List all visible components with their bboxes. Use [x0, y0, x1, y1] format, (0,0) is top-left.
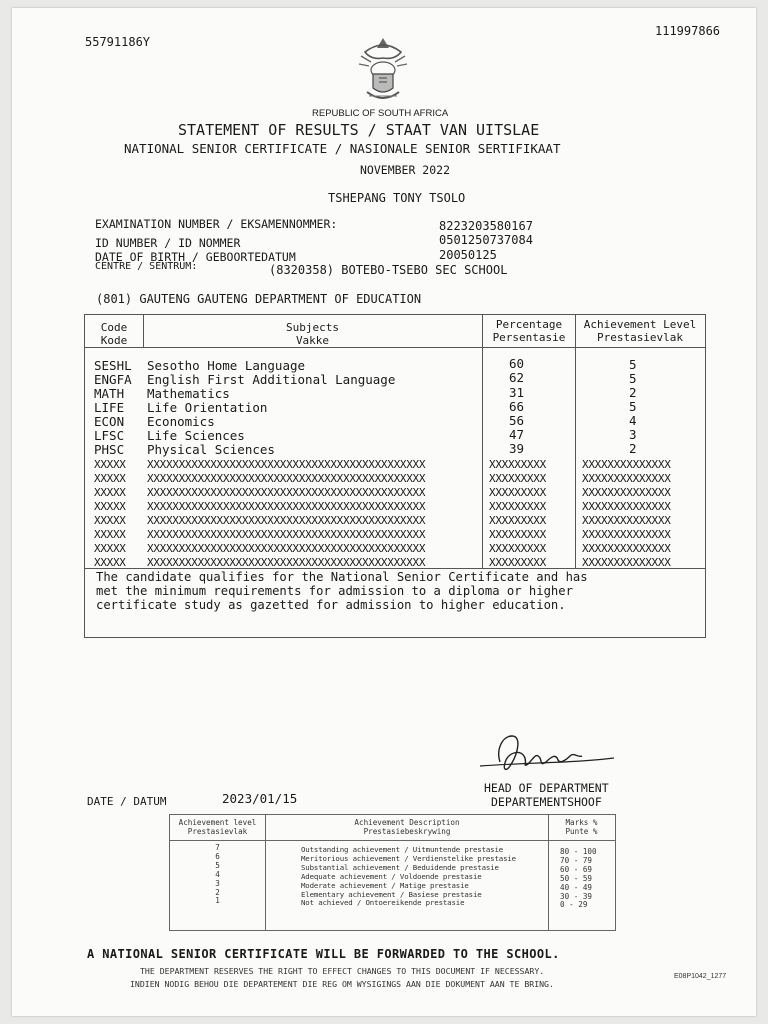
header-subjects-en: Subjects	[286, 321, 339, 334]
legend-description: Meritorious achievement / Verdienstelike prestasie	[301, 853, 516, 863]
table-row-percentage: 31	[509, 385, 525, 400]
filler-level: XXXXXXXXXXXXXX	[582, 472, 671, 485]
header-divider	[84, 347, 705, 348]
table-row-percentage: 66	[509, 399, 525, 414]
header-subjects	[143, 321, 482, 347]
serial-number-right: 111997866	[655, 24, 721, 38]
filler-level: XXXXXXXXXXXXXX	[582, 500, 671, 513]
legend-description: Outstanding achievement / Uitmuntende prestasie	[301, 845, 504, 854]
table-row-level: 5	[629, 371, 637, 386]
filler-level: XXXXXXXXXXXXXX	[582, 514, 671, 527]
table-row-level: 5	[629, 357, 637, 372]
filler-subject: XXXXXXXXXXXXXXXXXXXXXXXXXXXXXXXXXXXXXXXXXXXX	[147, 500, 426, 513]
table-row-code: SESHL	[94, 358, 132, 373]
table-row-subject: Sesotho Home Language	[147, 358, 306, 373]
filler-subject: XXXXXXXXXXXXXXXXXXXXXXXXXXXXXXXXXXXXXXXXXXXX	[147, 472, 426, 485]
filler-percentage: XXXXXXXXX	[489, 500, 546, 513]
table-row-percentage: 62	[509, 370, 525, 385]
header-percentage-en: Percentage	[495, 318, 563, 331]
table-row-code: PHSC	[94, 442, 125, 457]
table-row-level: 4	[629, 413, 637, 428]
legend-header-level-en: Achievement level	[178, 818, 257, 827]
candidate-name: TSHEPANG TONY TSOLO	[328, 191, 466, 205]
header-level-af: Prestasievlak	[596, 331, 684, 344]
filler-code: XXXXX	[94, 458, 126, 471]
table-row-subject: Economics	[147, 414, 215, 429]
filler-code: XXXXX	[94, 500, 126, 513]
legend-level: 3	[215, 878, 220, 888]
header-level-en: Achievement Level	[583, 318, 697, 331]
filler-percentage: XXXXXXXXX	[489, 472, 546, 485]
legend-marks: 30 - 39	[560, 891, 593, 901]
filler-code: XXXXX	[94, 528, 126, 541]
table-row-subject: Mathematics	[147, 386, 230, 401]
exam-number-label: EXAMINATION NUMBER / EKSAMENNOMMER:	[95, 217, 338, 231]
document-title: STATEMENT OF RESULTS / STAAT VAN UITSLAE	[178, 121, 540, 139]
filler-percentage: XXXXXXXXX	[489, 556, 546, 569]
legend-header-level-af: Prestasievlak	[187, 826, 248, 836]
id-number-value: 0501250737084	[439, 233, 533, 247]
header-percentage-af: Persentasie	[492, 331, 566, 344]
legend-marks: 70 - 79	[560, 855, 593, 865]
legend-level-column	[170, 844, 265, 906]
departementshoof-label: DEPARTEMENTSHOOF	[491, 795, 602, 809]
legend-description: Substantial achievement / Beduidende prestasie	[301, 862, 499, 872]
filler-level: XXXXXXXXXXXXXX	[582, 556, 671, 569]
reserve-rights-en: THE DEPARTMENT RESERVES THE RIGHT TO EFFECT CHANGES TO THIS DOCUMENT IF NECESSARY.	[140, 966, 545, 976]
table-row-code: LIFE	[94, 400, 125, 415]
legend-marks: 0 - 29	[560, 900, 588, 910]
filler-subject: XXXXXXXXXXXXXXXXXXXXXXXXXXXXXXXXXXXXXXXXXXXX	[147, 542, 426, 555]
department-name: (801) GAUTENG GAUTENG DEPARTMENT OF EDUCATION	[96, 292, 422, 306]
table-row-level: 5	[629, 399, 637, 414]
filler-percentage: XXXXXXXXX	[489, 514, 546, 527]
header-code-en: Code	[100, 321, 128, 334]
legend-description-column	[301, 846, 516, 908]
legend-header-description	[266, 819, 548, 837]
legend-description: Adequate achievement / Voldoende prestasie	[301, 871, 482, 881]
table-row-subject: Life Sciences	[147, 428, 245, 443]
table-row-code: ENGFA	[94, 372, 132, 387]
legend-level: 1	[215, 896, 220, 906]
dob-label: DATE OF BIRTH / GEBOORTEDATUM	[95, 250, 296, 264]
filler-percentage: XXXXXXXXX	[489, 542, 546, 555]
table-row-subject: English First Additional Language	[147, 372, 396, 387]
filler-code: XXXXX	[94, 486, 126, 499]
legend-marks: 60 - 69	[560, 864, 593, 874]
filler-code: XXXXX	[94, 514, 126, 527]
filler-subject: XXXXXXXXXXXXXXXXXXXXXXXXXXXXXXXXXXXXXXXXXXXX	[147, 486, 426, 499]
statement-line: The candidate qualifies for the National Senior Certificate and has	[96, 570, 588, 584]
filler-level: XXXXXXXXXXXXXX	[582, 458, 671, 471]
legend-marks: 80 - 100	[560, 847, 597, 856]
table-row-subject: Physical Sciences	[147, 442, 275, 457]
legend-header-marks	[549, 819, 614, 837]
issue-date: 2023/01/15	[222, 791, 298, 806]
filler-level: XXXXXXXXXXXXXX	[582, 528, 671, 541]
legend-level: 5	[215, 860, 220, 870]
filler-subject: XXXXXXXXXXXXXXXXXXXXXXXXXXXXXXXXXXXXXXXXXXXX	[147, 528, 426, 541]
table-row-code: LFSC	[94, 428, 125, 443]
filler-level: XXXXXXXXXXXXXX	[582, 486, 671, 499]
dob-value: 20050125	[439, 248, 497, 262]
legend-level: 4	[215, 869, 220, 879]
header-subjects-af: Vakke	[295, 334, 330, 347]
reserve-rights-af: INDIEN NODIG BEHOU DIE DEPARTEMENT DIE REG OM WYSIGINGS AAN DIE DOKUMENT AAN TE BRING.	[130, 979, 554, 989]
filler-percentage: XXXXXXXXX	[489, 458, 546, 471]
table-row-code: ECON	[94, 414, 125, 429]
subject-column-divider	[482, 314, 483, 569]
legend-description: Not achieved / Ontoereikende prestasie	[301, 898, 465, 908]
header-achievement-level	[576, 318, 704, 344]
statement-line: met the minimum requirements for admission to a diploma or higher	[96, 584, 573, 598]
legend-header-level	[170, 819, 265, 837]
coat-of-arms-icon	[355, 34, 411, 106]
filler-code: XXXXX	[94, 472, 126, 485]
serial-number-left: 55791186Y	[85, 35, 151, 49]
filler-level: XXXXXXXXXXXXXX	[582, 542, 671, 555]
signature-icon	[478, 730, 618, 776]
header-percentage	[483, 318, 575, 344]
legend-marks: 50 - 59	[560, 873, 593, 883]
filler-percentage: XXXXXXXXX	[489, 528, 546, 541]
certificate-forward-notice: A NATIONAL SENIOR CERTIFICATE WILL BE FORWARDED TO THE SCHOOL.	[87, 947, 560, 961]
table-row-code: MATH	[94, 386, 125, 401]
legend-marks: 40 - 49	[560, 882, 593, 892]
form-code: E08P1042_1277	[674, 973, 727, 980]
legend-level: 6	[215, 851, 220, 861]
filler-code: XXXXX	[94, 542, 126, 555]
exam-number-value: 8223203580167	[439, 219, 533, 233]
table-row-subject: Life Orientation	[147, 400, 268, 415]
legend-header-marks-en: Marks %	[565, 818, 598, 827]
filler-code: XXXXX	[94, 556, 126, 569]
centre-label: CENTRE / SENTRUM:	[95, 261, 198, 272]
statement-line: certificate study as gazetted for admission to higher education.	[96, 598, 566, 612]
table-row-percentage: 47	[509, 427, 525, 442]
legend-marks-column	[560, 848, 597, 910]
table-row-level: 2	[629, 441, 637, 456]
header-code	[96, 321, 132, 347]
legend-description: Elementary achievement / Basiese prestasie	[301, 889, 482, 899]
legend-header-marks-af: Punte %	[565, 826, 598, 836]
exam-session: NOVEMBER 2022	[360, 163, 451, 177]
table-row-level: 2	[629, 385, 637, 400]
id-number-label: ID NUMBER / ID NOMMER	[95, 236, 241, 250]
country-name: REPUBLIC OF SOUTH AFRICA	[312, 108, 449, 119]
qualification-statement	[96, 570, 588, 612]
filler-subject: XXXXXXXXXXXXXXXXXXXXXXXXXXXXXXXXXXXXXXXXXXXX	[147, 514, 426, 527]
header-code-af: Kode	[100, 334, 128, 347]
legend-description: Moderate achievement / Matige prestasie	[301, 880, 469, 890]
table-row-level: 3	[629, 427, 637, 442]
legend-header-desc-af: Prestasiebeskrywing	[363, 826, 451, 836]
head-of-department-label: HEAD OF DEPARTMENT	[484, 781, 609, 795]
table-row-percentage: 60	[509, 356, 525, 371]
filler-subject: XXXXXXXXXXXXXXXXXXXXXXXXXXXXXXXXXXXXXXXXXXXX	[147, 458, 426, 471]
percentage-column-divider	[575, 314, 576, 569]
document-subtitle: NATIONAL SENIOR CERTIFICATE / NASIONALE SENIOR SERTIFIKAAT	[124, 141, 561, 156]
legend-level: 2	[215, 887, 220, 897]
legend-header-desc-en: Achievement Description	[354, 818, 460, 827]
filler-percentage: XXXXXXXXX	[489, 486, 546, 499]
centre-value: (8320358) BOTEBO-TSEBO SEC SCHOOL	[269, 263, 508, 277]
results-statement-page	[12, 8, 756, 1016]
table-row-percentage: 39	[509, 441, 525, 456]
filler-subject: XXXXXXXXXXXXXXXXXXXXXXXXXXXXXXXXXXXXXXXXXXXX	[147, 556, 426, 569]
date-label: DATE / DATUM	[87, 795, 167, 808]
table-row-percentage: 56	[509, 413, 525, 428]
legend-level: 7	[215, 843, 220, 852]
